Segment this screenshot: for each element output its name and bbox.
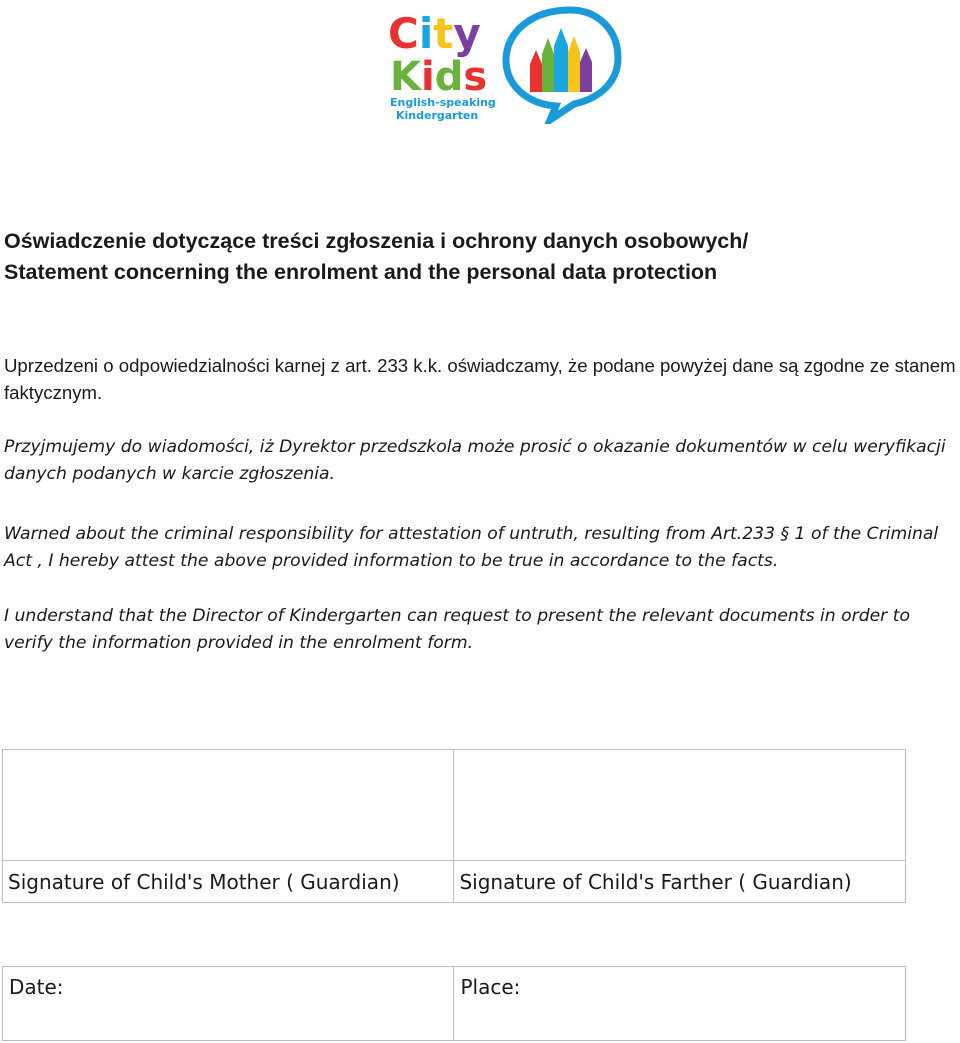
place-label: Place: bbox=[460, 975, 521, 999]
logo-tagline-2: Kindergarten bbox=[396, 109, 479, 122]
city-kids-logo-graphic bbox=[384, 2, 624, 124]
signature-table bbox=[2, 749, 906, 903]
date-label: Date: bbox=[9, 975, 64, 999]
title-line-english: Statement concerning the enrolment and the personal data protection bbox=[4, 260, 718, 284]
place-field[interactable] bbox=[454, 967, 906, 1041]
title-line-polish: Oświadczenie dotyczące treści zgłoszenia i ochrony danych osobowych/ bbox=[4, 229, 749, 253]
paragraph-english-attestation: Warned about the criminal responsibility for attestation of untruth, resulting from Art.233 § 1 of the Criminal Act , I hereby attest the above provided information to be true in accordance to the facts. bbox=[4, 524, 939, 571]
city-kids-logo bbox=[384, 2, 624, 124]
logo-tagline-1: English-speaking bbox=[390, 96, 496, 109]
father-signature-field[interactable] bbox=[454, 750, 906, 861]
crayons-icon bbox=[530, 28, 592, 92]
father-signature-label: Signature of Child's Farther ( Guardian) bbox=[454, 861, 906, 903]
document-title bbox=[4, 226, 944, 288]
mother-signature-label: Signature of Child's Mother ( Guardian) bbox=[3, 861, 454, 903]
logo-kids-text: Kids bbox=[390, 54, 488, 100]
logo-city-text: City bbox=[388, 9, 481, 58]
paragraph-polish-attestation: Uprzedzeni o odpowiedzialności karnej z art. 233 k.k. oświadczamy, że podane powyżej dane są zgodne ze stanem faktycznym. bbox=[4, 355, 956, 403]
paragraph-english-verification: I understand that the Director of Kindergarten can request to present the relevant documents in order to verify the information provided in the enrolment form. bbox=[4, 606, 910, 653]
mother-signature-field[interactable] bbox=[3, 750, 454, 861]
date-place-table bbox=[2, 966, 906, 1041]
paragraph-polish-verification: Przyjmujemy do wiadomości, iż Dyrektor przedszkola może prosić o okazanie dokumentów w celu weryfikacji danych podanych w karcie zgłoszenia. bbox=[4, 437, 946, 484]
date-field[interactable] bbox=[3, 967, 454, 1041]
